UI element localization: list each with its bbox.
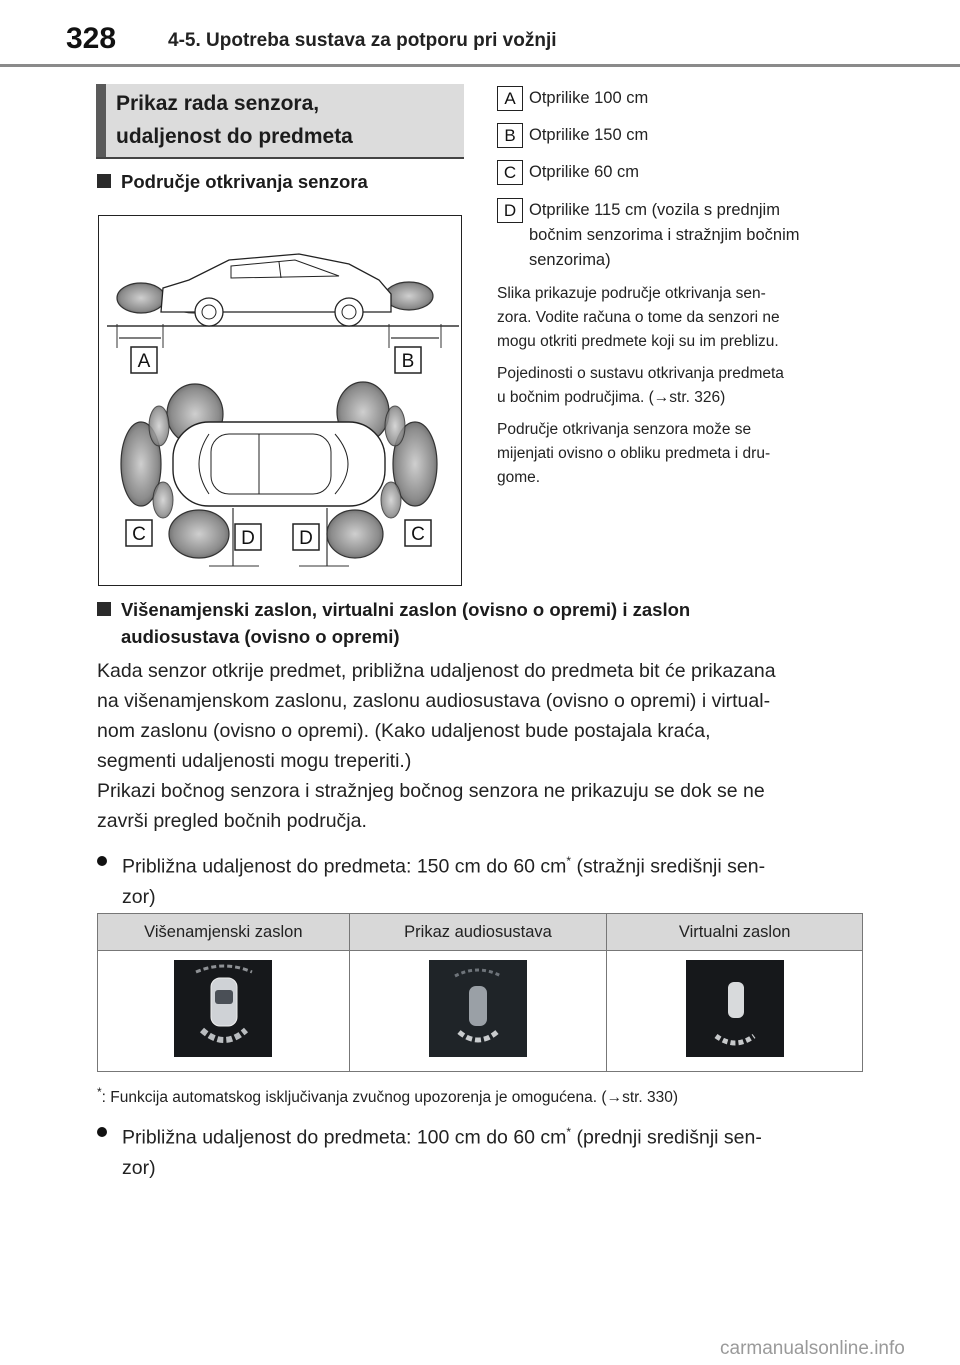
table-cell-virtual bbox=[607, 951, 863, 1072]
note1-line1: Slika prikazuje područje otkrivanja sen- bbox=[497, 285, 766, 302]
note2-page-ref[interactable]: str. 326) bbox=[669, 389, 726, 406]
page-header bbox=[0, 0, 960, 66]
display-heading-line1: Višenamjenski zaslon, virtualni zaslon (ovisno o opremi) i zaslon bbox=[121, 599, 691, 620]
audio-display-screen-image bbox=[429, 960, 527, 1057]
detection-heading bbox=[97, 168, 368, 195]
legend-text-d bbox=[529, 198, 869, 273]
sensor-range-diagram bbox=[99, 216, 461, 585]
note3-line1: Područje otkrivanja senzora može se bbox=[497, 421, 752, 438]
display-heading bbox=[97, 596, 867, 650]
display-paragraph-2 bbox=[97, 776, 867, 836]
figure-label-a: A bbox=[137, 351, 151, 372]
para1-line4: segmenti udaljenosti mogu treperiti.) bbox=[97, 750, 412, 772]
para2-line1: Prikazi bočnog senzora i stražnjeg bočnog senzora ne prikazuju se dok se ne bbox=[97, 780, 765, 802]
note-side-detection bbox=[497, 362, 857, 410]
note1-line2: zora. Vodite računa o tome da senzori ne bbox=[497, 309, 780, 326]
note3-line3: gome. bbox=[497, 469, 541, 486]
para1-line1: Kada senzor otkrije predmet, približna udaljenost do predmeta bit će prikazana bbox=[97, 660, 776, 682]
bullet2-line2: zor) bbox=[122, 1156, 156, 1179]
bullet2-post: (prednji središnji sen- bbox=[571, 1126, 762, 1149]
table-cell-multi bbox=[98, 951, 350, 1072]
display-table bbox=[97, 913, 863, 1072]
square-bullet-icon bbox=[97, 174, 111, 188]
para1-line2: na višenamjenskom zaslonu, zaslonu audiosustava (ovisno o opremi) i virtual- bbox=[97, 690, 771, 712]
multi-display-screen-image bbox=[174, 960, 272, 1057]
display-heading-line2: audiosustava (ovisno o opremi) bbox=[121, 626, 400, 647]
figure-label-d-right: D bbox=[299, 528, 313, 549]
para1-line3: nom zaslonu (ovisno o opremi). (Kako udaljenost bude postajala kraća, bbox=[97, 720, 711, 742]
square-bullet-icon bbox=[97, 602, 111, 616]
note2-line1: Pojedinosti o sustavu otkrivanja predmeta bbox=[497, 365, 784, 382]
section-title bbox=[116, 87, 456, 153]
bullet1-footnote-mark: * bbox=[566, 854, 572, 868]
table-header-multi: Višenamjenski zaslon bbox=[98, 914, 350, 951]
para2-line2: završi pregled bočnih područja. bbox=[97, 810, 367, 832]
legend-text-d-line2: bočnim senzorima i stražnjim bočnim bbox=[529, 226, 800, 244]
footnote-text: : Funkcija automatskog isključivanja zvučnog upozorenja je omogućena. ( bbox=[101, 1089, 607, 1107]
note2-line2 bbox=[497, 386, 857, 410]
bullet-dot-icon bbox=[97, 856, 107, 866]
bullet-dot-icon bbox=[97, 1127, 107, 1137]
detection-heading-text: Područje otkrivanja senzora bbox=[121, 171, 368, 192]
figure-label-d-left: D bbox=[241, 528, 255, 549]
section-title-line1: Prikaz rada senzora, bbox=[116, 92, 320, 115]
figure-label-b: B bbox=[401, 351, 415, 372]
table-cell-audio bbox=[349, 951, 607, 1072]
header-rule bbox=[0, 64, 960, 67]
table-header-virtual: Virtualni zaslon bbox=[607, 914, 863, 951]
bullet1-line2: zor) bbox=[122, 885, 156, 908]
note2-line2-pre: u bočnim područjima. ( bbox=[497, 389, 654, 406]
legend-key-d: D bbox=[497, 198, 523, 223]
note-figure-description bbox=[497, 282, 857, 354]
note1-line3: mogu otkriti predmete koji su im preblizu. bbox=[497, 333, 779, 350]
virtual-display-screen-image bbox=[686, 960, 784, 1057]
bullet1-text: Približna udaljenost do predmeta: 150 cm do 60 cm bbox=[122, 855, 567, 878]
legend-key-a: A bbox=[497, 86, 523, 111]
footnote-page-ref[interactable]: str. 330) bbox=[622, 1089, 679, 1107]
legend-text-a: Otprilike 100 cm bbox=[529, 89, 649, 107]
chapter-title: 4-5. Upotreba sustava za potporu pri vožnji bbox=[168, 30, 557, 51]
watermark: carmanualsonline.info bbox=[720, 1338, 905, 1359]
note3-line2: mijenjati ovisno o obliku predmeta i dru- bbox=[497, 445, 771, 462]
legend-key-b: B bbox=[497, 123, 523, 148]
table-header-audio: Prikaz audiosustava bbox=[349, 914, 607, 951]
figure-label-c-right: C bbox=[411, 524, 425, 545]
section-title-rule bbox=[96, 157, 464, 159]
footnote bbox=[97, 1080, 678, 1110]
legend-key-c: C bbox=[497, 160, 523, 185]
page-ref-arrow-icon: → bbox=[653, 389, 670, 406]
bullet2-text: Približna udaljenost do predmeta: 100 cm do 60 cm bbox=[122, 1126, 567, 1149]
page-number: 328 bbox=[66, 22, 117, 55]
footnote-mark: * bbox=[97, 1085, 102, 1099]
bullet1-post: (stražnji središnji sen- bbox=[571, 855, 766, 878]
bullet2-footnote-mark: * bbox=[566, 1125, 572, 1139]
legend-text-b: Otprilike 150 cm bbox=[529, 126, 649, 144]
legend-text-d-line1: Otprilike 115 cm (vozila s prednjim bbox=[529, 201, 780, 219]
figure-label-c-left: C bbox=[132, 524, 146, 545]
legend-text-d-line3: senzorima) bbox=[529, 251, 611, 269]
page-ref-arrow-icon: → bbox=[606, 1089, 623, 1107]
note-range-varies bbox=[497, 418, 857, 490]
legend-text-c: Otprilike 60 cm bbox=[529, 163, 640, 181]
sensor-range-figure bbox=[98, 215, 462, 586]
display-paragraph-1 bbox=[97, 656, 867, 776]
section-title-line2: udaljenost do predmeta bbox=[116, 125, 353, 148]
